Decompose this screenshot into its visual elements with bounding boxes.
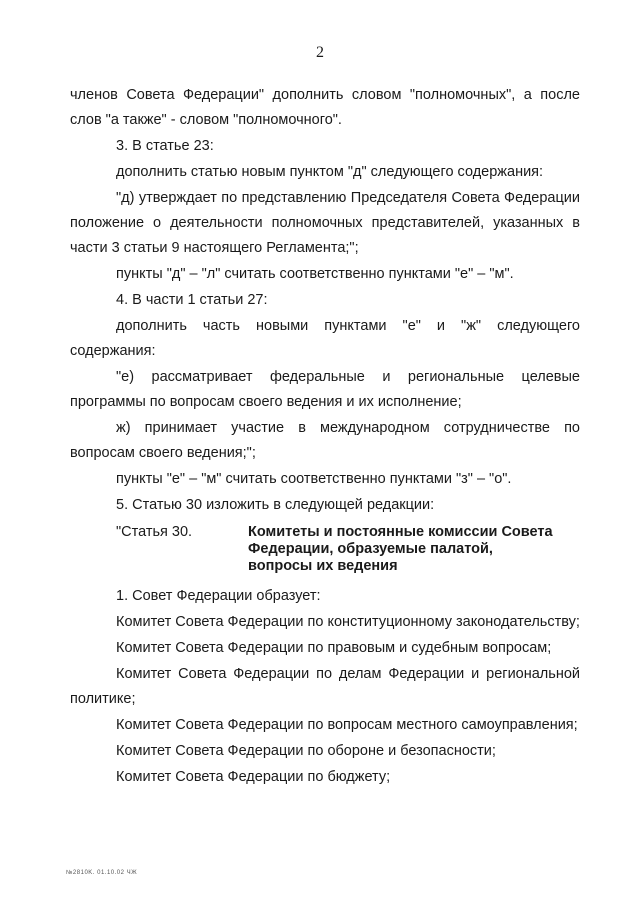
list-item: Комитет Совета Федерации по конституционному законодательству; bbox=[116, 614, 580, 630]
article-label: "Статья 30. bbox=[116, 524, 193, 540]
paragraph: пункты "е" – "м" считать соответственно пунктами "з" – "о". bbox=[116, 471, 512, 487]
list-item: Комитет Совета Федерации по обороне и безопасности; bbox=[116, 743, 496, 759]
list-item: Комитет Совета Федерации по вопросам местного самоуправления; bbox=[116, 717, 578, 733]
paragraph: членов Совета Федерации" дополнить словом "полномочных", а после слов "а также" - словом "полномочного". bbox=[70, 87, 580, 128]
footer-code: №2810K. 01.10.02 ЧЖ bbox=[66, 870, 138, 876]
paragraph: 3. В статье 23: bbox=[116, 138, 214, 154]
paragraph: "д) утверждает по представлению Председателя Совета Федерации положение о деятельности полномочных представителей, указанных в части 3 статьи 9 настоящего Регламента;"; bbox=[70, 190, 580, 256]
paragraph: 5. Статью 30 изложить в следующей редакции: bbox=[116, 497, 435, 513]
paragraph: 1. Совет Федерации образует: bbox=[116, 588, 321, 604]
document-body bbox=[70, 83, 580, 791]
paragraph: ж) принимает участие в международном сотрудничестве по вопросам своего ведения;"; bbox=[70, 420, 580, 461]
article-title: Комитеты и постоянные комиссии Совета Федерации, образуемые палатой, вопросы их ведения bbox=[248, 524, 553, 574]
paragraph: дополнить статью новым пунктом "д" следующего содержания: bbox=[116, 164, 544, 180]
list-item: Комитет Совета Федерации по бюджету; bbox=[116, 769, 391, 785]
paragraph: "е) рассматривает федеральные и региональные целевые программы по вопросам своего ведения и их исполнение; bbox=[70, 369, 580, 410]
paragraph: 4. В части 1 статьи 27: bbox=[116, 292, 268, 308]
page-number: 2 bbox=[316, 44, 324, 61]
list-item: Комитет Совета Федерации по правовым и судебным вопросам; bbox=[116, 640, 552, 656]
list-item: Комитет Совета Федерации по делам Федерации и региональной политике; bbox=[70, 666, 580, 707]
paragraph: пункты "д" – "л" считать соответственно пунктами "е" – "м". bbox=[116, 266, 514, 282]
paragraph: дополнить часть новыми пунктами "е" и "ж" следующего содержания: bbox=[70, 318, 580, 359]
article-heading bbox=[70, 520, 580, 575]
